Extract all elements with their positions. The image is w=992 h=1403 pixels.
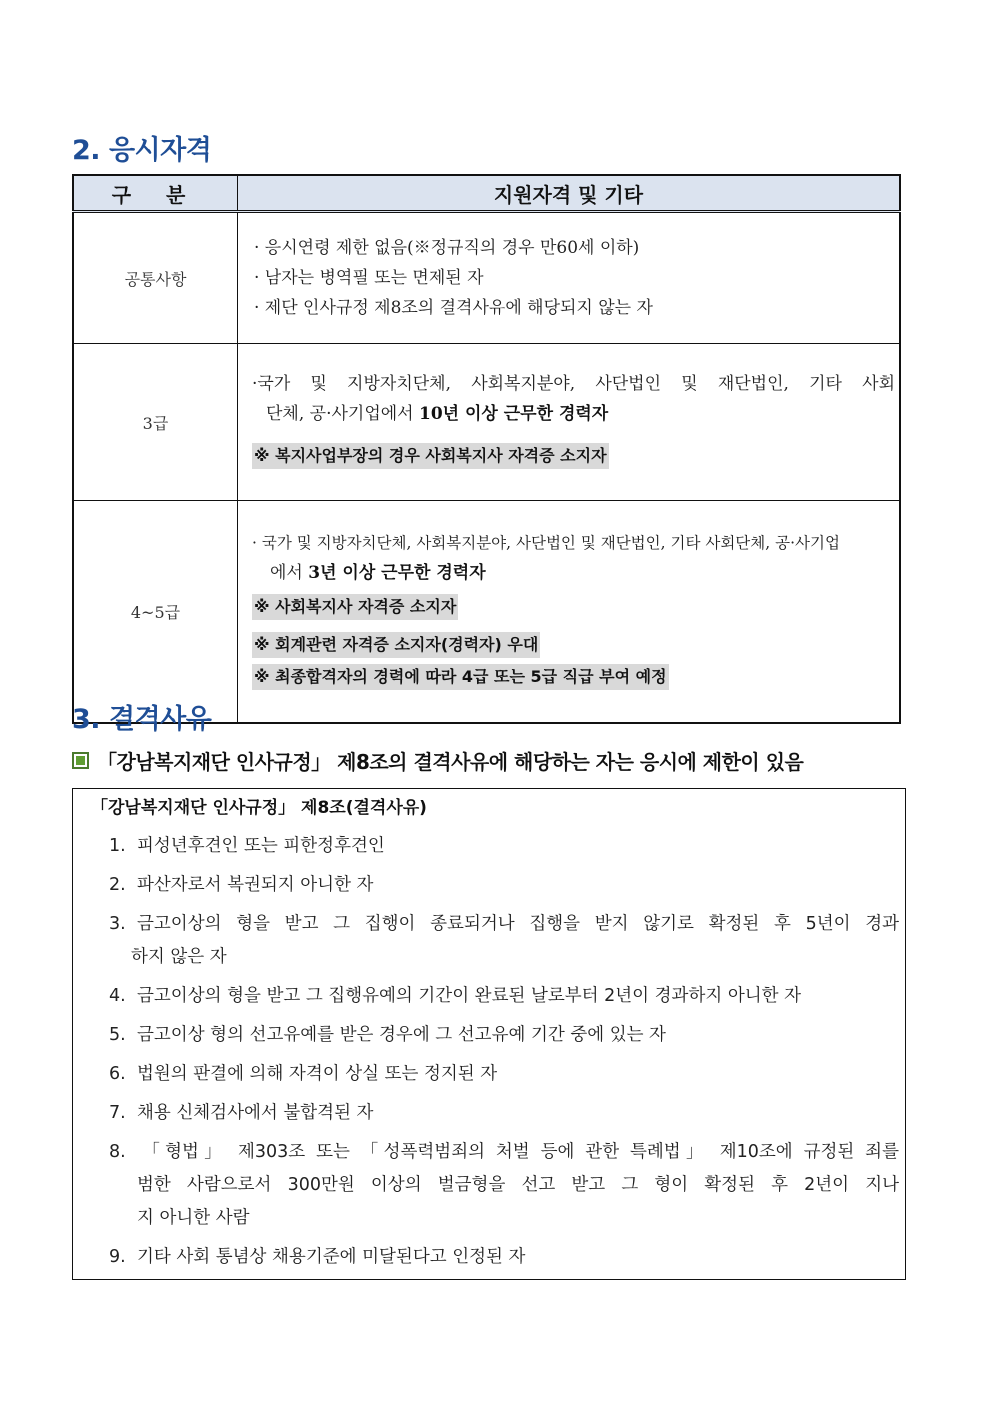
item-text: 법원의 판결에 의해 자격이 상실 또는 정지된 자 xyxy=(137,1064,498,1084)
list-item xyxy=(109,907,899,975)
list-item xyxy=(109,868,899,903)
item-number: 6. xyxy=(109,1064,126,1084)
note-highlight: ※ 최종합격자의 경력에 따라 4급 또는 5급 직급 부여 예정 xyxy=(252,664,669,690)
category-cell: 4~5급 xyxy=(73,501,238,724)
list-item xyxy=(109,829,899,864)
list-item-continuation xyxy=(252,558,895,588)
content-cell xyxy=(238,501,901,724)
table-row xyxy=(73,344,900,501)
item-text: 「형법」 제303조 또는 「성폭력범죄의 처벌 등에 관한 특례법」 제10조에 규정된 죄를 xyxy=(137,1142,899,1162)
bold-text: 10년 이상 근무한 경력자 xyxy=(419,404,609,424)
content-cell xyxy=(238,344,901,501)
list-item xyxy=(109,1096,899,1131)
table-row xyxy=(73,501,900,724)
item-text-continuation: 지 아니한 사람 xyxy=(137,1208,250,1228)
category-cell: 3급 xyxy=(73,344,238,501)
list-item xyxy=(109,979,899,1014)
list-item xyxy=(109,1057,899,1092)
list-item: · 제단 인사규정 제8조의 결격사유에 해당되지 않는 자 xyxy=(254,298,653,318)
disqualification-list xyxy=(109,829,899,1279)
square-bullet-icon xyxy=(72,752,89,769)
list-item xyxy=(109,1135,899,1236)
item-text: 파산자로서 복권되지 아니한 자 xyxy=(137,875,374,895)
note-highlight: ※ 회계관련 자격증 소지자(경력자) 우대 xyxy=(252,632,540,658)
item-number: 2. xyxy=(109,875,126,895)
item-number: 1. xyxy=(109,836,126,856)
list-item: ·국가 및 지방자치단체, 사회복지분야, 사단법인 및 재단법인, 기타 사회 xyxy=(252,374,895,394)
bold-text: 3년 이상 근무한 경력자 xyxy=(308,562,486,583)
text: 단체, 공·사기업에서 xyxy=(266,404,419,424)
header-qualification: 지원자격 및 기타 xyxy=(238,175,901,212)
regulation-title: 「강남복지재단 인사규정」 제8조(결격사유) xyxy=(91,798,427,818)
list-item xyxy=(109,1240,899,1275)
item-number: 8. xyxy=(109,1142,126,1162)
qualification-table xyxy=(72,174,901,724)
item-text: 금고이상 형의 선고유예를 받은 경우에 그 선고유예 기간 중에 있는 자 xyxy=(137,1025,666,1045)
list-item: · 국가 및 지방자치단체, 사회복지분야, 사단법인 및 재단법인, 기타 사회단체, 공·사기업 xyxy=(252,533,840,552)
item-text-continuation: 범한 사람으로서 300만원 이상의 벌금형을 선고 받고 그 형이 확정된 후 2년이 지나 xyxy=(137,1175,899,1195)
text: 에서 xyxy=(270,562,309,583)
item-text: 기타 사회 통념상 채용기준에 미달된다고 인정된 자 xyxy=(137,1247,526,1267)
section-title-qualification: 2. 응시자격 xyxy=(72,135,212,166)
section-title-disqualification: 3. 결격사유 xyxy=(72,704,212,735)
item-text: 채용 신체검사에서 불합격된 자 xyxy=(137,1103,374,1123)
item-text: 피성년후견인 또는 피한정후견인 xyxy=(137,836,385,856)
item-number: 7. xyxy=(109,1103,126,1123)
item-text-continuation: 하지 않은 자 xyxy=(131,947,227,967)
item-number: 3. xyxy=(109,914,126,934)
list-item: · 남자는 병역필 또는 면제된 자 xyxy=(254,268,484,288)
subtitle-text: 「강남복지재단 인사규정」 제8조의 결격사유에 해당하는 자는 응시에 제한이 있음 xyxy=(97,750,804,774)
list-item-continuation xyxy=(252,399,895,429)
table-row xyxy=(73,212,900,344)
list-item xyxy=(109,1018,899,1053)
table-header-row xyxy=(73,175,900,212)
item-text: 금고이상의 형을 받고 그 집행이 종료되거나 집행을 받지 않기로 확정된 후 5년이 경과 xyxy=(137,914,899,934)
regulation-box xyxy=(72,788,906,1280)
list-item: · 응시연령 제한 없음(※정규직의 경우 만60세 이하) xyxy=(254,238,640,258)
subtitle xyxy=(72,746,803,775)
note-highlight: ※ 복지사업부장의 경우 사회복지사 자격증 소지자 xyxy=(252,443,609,469)
item-number: 5. xyxy=(109,1025,126,1045)
item-number: 9. xyxy=(109,1247,126,1267)
category-cell: 공통사항 xyxy=(73,212,238,344)
item-number: 4. xyxy=(109,986,126,1006)
content-cell xyxy=(238,212,901,344)
header-category: 구 분 xyxy=(73,175,238,212)
item-text: 금고이상의 형을 받고 그 집행유예의 기간이 완료된 날로부터 2년이 경과하지 아니한 자 xyxy=(137,986,801,1006)
note-highlight: ※ 사회복지사 자격증 소지자 xyxy=(252,594,458,620)
